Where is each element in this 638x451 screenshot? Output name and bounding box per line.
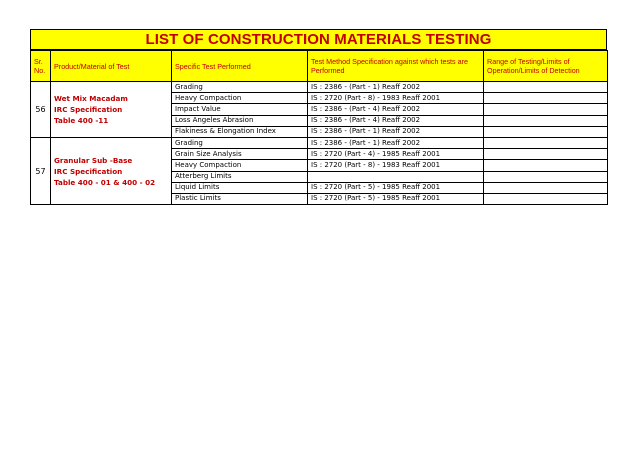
range-cell xyxy=(484,171,608,182)
test-method-cell: IS : 2386 - (Part - 1) Reaff 2002 xyxy=(308,82,484,93)
header-specific-test: Specific Test Performed xyxy=(172,51,308,82)
specific-test-cell: Plastic Limits xyxy=(172,193,308,204)
test-method-cell: IS : 2720 (Part - 8) - 1983 Reaff 2001 xyxy=(308,93,484,104)
range-cell xyxy=(484,115,608,126)
specific-test-cell: Grain Size Analysis xyxy=(172,149,308,160)
specific-test-cell: Liquid Limits xyxy=(172,182,308,193)
sr-no-cell: 57 xyxy=(31,137,51,204)
product-cell xyxy=(51,137,172,204)
specific-test-cell: Heavy Compaction xyxy=(172,160,308,171)
header-sr-no xyxy=(31,51,51,82)
testing-table xyxy=(30,50,608,205)
specific-test-cell: Loss Angeles Abrasion xyxy=(172,115,308,126)
test-method-cell: IS : 2386 - (Part - 4) Reaff 2002 xyxy=(308,104,484,115)
test-method-cell: IS : 2720 (Part - 8) - 1983 Reaff 2001 xyxy=(308,160,484,171)
specific-test-cell: Atterberg Limits xyxy=(172,171,308,182)
test-method-cell: IS : 2386 - (Part - 4) Reaff 2002 xyxy=(308,115,484,126)
header-sr-no-line: Sr. xyxy=(34,57,43,66)
range-cell xyxy=(484,193,608,204)
testing-sheet xyxy=(30,29,607,205)
test-method-cell: IS : 2720 (Part - 5) - 1985 Reaff 2001 xyxy=(308,182,484,193)
test-method-cell: IS : 2386 - (Part - 1) Reaff 2002 xyxy=(308,137,484,148)
test-method-cell xyxy=(308,171,484,182)
specific-test-cell: Impact Value xyxy=(172,104,308,115)
range-cell xyxy=(484,182,608,193)
sr-no-cell: 56 xyxy=(31,82,51,138)
product-line: Table 400 - 01 & 400 - 02 xyxy=(54,177,156,187)
product-line: IRC Specification xyxy=(54,104,123,114)
test-method-cell: IS : 2720 (Part - 4) - 1985 Reaff 2001 xyxy=(308,149,484,160)
specific-test-cell: Flakiness & Elongation Index xyxy=(172,126,308,137)
product-line: Granular Sub -Base xyxy=(54,155,133,165)
page-title: LIST OF CONSTRUCTION MATERIALS TESTING xyxy=(30,29,607,50)
header-sr-no-line: No. xyxy=(34,66,46,75)
table-row xyxy=(31,82,608,93)
range-cell xyxy=(484,149,608,160)
range-cell xyxy=(484,126,608,137)
table-row xyxy=(31,137,608,148)
product-cell xyxy=(51,82,172,138)
specific-test-cell: Grading xyxy=(172,137,308,148)
header-product: Product/Material of Test xyxy=(51,51,172,82)
header-range: Range of Testing/Limits of Operation/Limits of Detection xyxy=(484,51,608,82)
specific-test-cell: Heavy Compaction xyxy=(172,93,308,104)
range-cell xyxy=(484,82,608,93)
table-body xyxy=(31,82,608,205)
test-method-cell: IS : 2386 - (Part - 1) Reaff 2002 xyxy=(308,126,484,137)
range-cell xyxy=(484,137,608,148)
product-line: IRC Specification xyxy=(54,166,123,176)
product-line: Wet Mix Macadam xyxy=(54,93,128,103)
specific-test-cell: Grading xyxy=(172,82,308,93)
product-line: Table 400 -11 xyxy=(54,115,109,125)
test-method-cell: IS : 2720 (Part - 5) - 1985 Reaff 2001 xyxy=(308,193,484,204)
range-cell xyxy=(484,93,608,104)
table-header xyxy=(31,51,608,82)
header-test-method: Test Method Specification against which tests are Performed xyxy=(308,51,484,82)
range-cell xyxy=(484,104,608,115)
range-cell xyxy=(484,160,608,171)
